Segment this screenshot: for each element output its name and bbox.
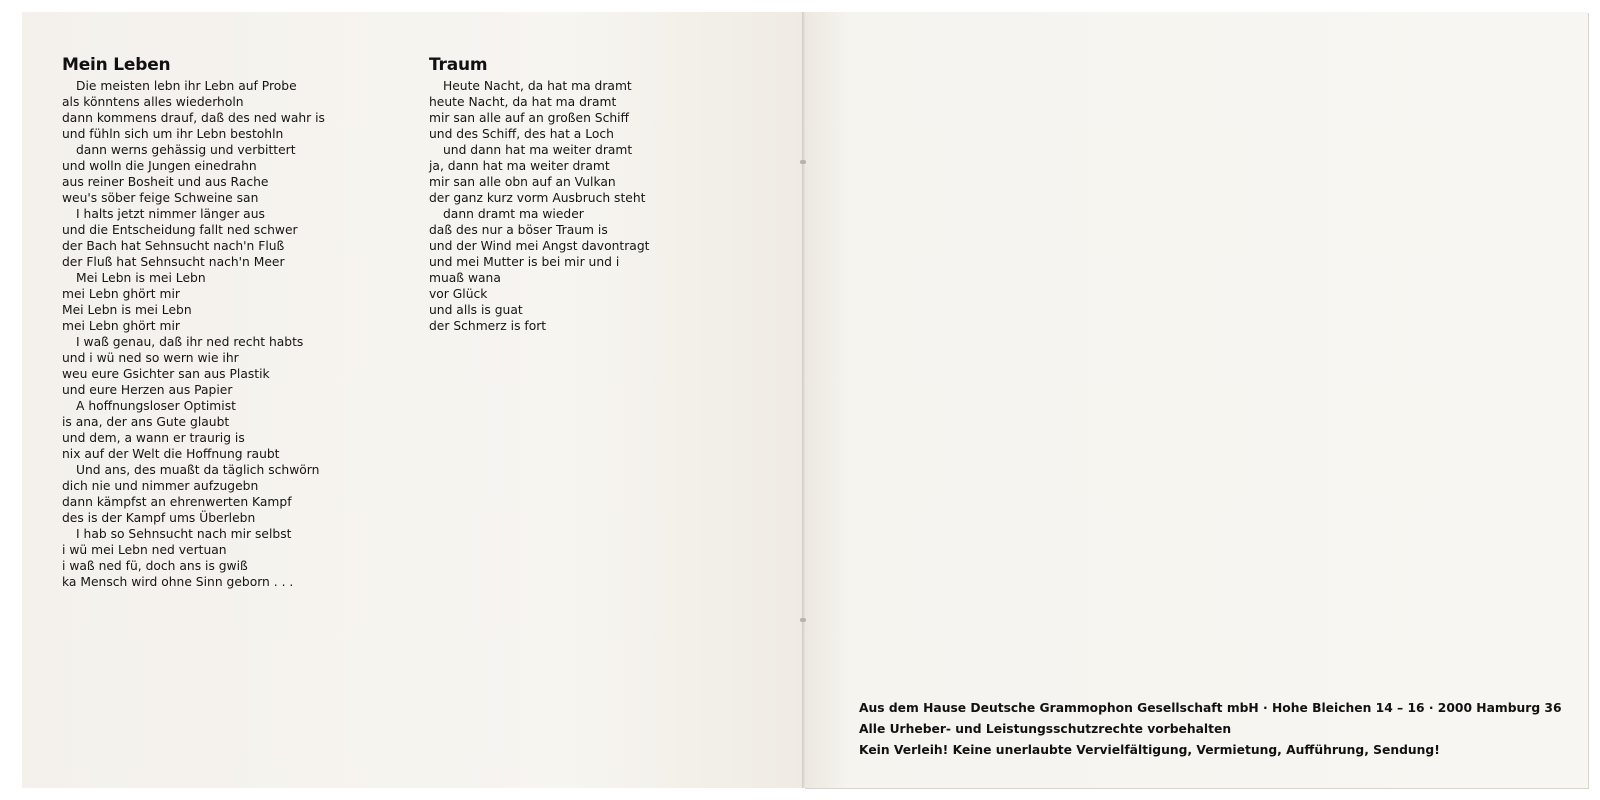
- poem-line: weu's söber feige Schweine san: [62, 191, 259, 205]
- poem-line: mei Lebn ghört mir: [62, 287, 180, 301]
- poem-title: Mein Leben: [62, 55, 171, 75]
- poem-line: i waß ned fü, doch ans is gwiß: [62, 559, 248, 573]
- staple-bottom: [800, 618, 806, 622]
- poem-line: des is der Kampf ums Überlebn: [62, 511, 256, 525]
- poem-line: und i wü ned so wern wie ihr: [62, 351, 239, 365]
- poem-line: Mei Lebn is mei Lebn: [76, 271, 206, 285]
- poem-line: muaß wana: [429, 271, 501, 285]
- imprint-prohibition-line: Kein Verleih! Keine unerlaubte Vervielfältigung, Vermietung, Aufführung, Sendung!: [859, 743, 1440, 757]
- poem-line: Die meisten lebn ihr Lebn auf Probe: [76, 79, 297, 93]
- poem-line: mei Lebn ghört mir: [62, 319, 180, 333]
- imprint-publisher-line: Aus dem Hause Deutsche Grammophon Gesellschaft mbH · Hohe Bleichen 14 – 16 · 2000 Hamburg 36: [859, 701, 1562, 715]
- poem-line: Und ans, des muaßt da täglich schwörn: [76, 463, 320, 477]
- poem-title: Traum: [429, 55, 488, 75]
- booklet-spine: [802, 12, 805, 788]
- poem-line: ka Mensch wird ohne Sinn geborn . . .: [62, 575, 294, 589]
- poem-lines: [62, 78, 402, 590]
- poem-line: ja, dann hat ma weiter dramt: [429, 159, 610, 173]
- imprint-block: [859, 698, 1562, 761]
- poem-line: mir san alle auf an großen Schiff: [429, 111, 630, 125]
- poem-line: der Bach hat Sehnsucht nach'n Fluß: [62, 239, 285, 253]
- poem-line: und der Wind mei Angst davontragt: [429, 239, 650, 253]
- poem-line: Heute Nacht, da hat ma dramt: [443, 79, 632, 93]
- poem-traum: [429, 55, 769, 334]
- poem-line: und des Schiff, des hat a Loch: [429, 127, 614, 141]
- poem-line: und die Entscheidung fallt ned schwer: [62, 223, 298, 237]
- poem-line: A hoffnungsloser Optimist: [76, 399, 236, 413]
- poem-line: heute Nacht, da hat ma dramt: [429, 95, 617, 109]
- staple-top: [800, 160, 806, 164]
- poem-line: der Schmerz is fort: [429, 319, 547, 333]
- poem-line: dann kämpfst an ehrenwerten Kampf: [62, 495, 292, 509]
- poem-line: dann kommens drauf, daß des ned wahr is: [62, 111, 325, 125]
- poem-line: und eure Herzen aus Papier: [62, 383, 233, 397]
- poem-line: mir san alle obn auf an Vulkan: [429, 175, 616, 189]
- poem-line: nix auf der Welt die Hoffnung raubt: [62, 447, 280, 461]
- poem-line: aus reiner Bosheit und aus Rache: [62, 175, 269, 189]
- poem-mein-leben: [62, 55, 402, 590]
- poem-line: und alls is guat: [429, 303, 523, 317]
- poem-line: i wü mei Lebn ned vertuan: [62, 543, 227, 557]
- poem-line: und fühln sich um ihr Lebn bestohln: [62, 127, 284, 141]
- poem-line: daß des nur a böser Traum is: [429, 223, 608, 237]
- poem-line: und wolln die Jungen einedrahn: [62, 159, 257, 173]
- poem-line: der ganz kurz vorm Ausbruch steht: [429, 191, 646, 205]
- poem-lines: [429, 78, 769, 334]
- poem-line: I waß genau, daß ihr ned recht habts: [76, 335, 304, 349]
- poem-line: is ana, der ans Gute glaubt: [62, 415, 230, 429]
- poem-line: Mei Lebn is mei Lebn: [62, 303, 192, 317]
- poem-line: als könntens alles wiederholn: [62, 95, 244, 109]
- poem-line: dann werns gehässig und verbittert: [76, 143, 296, 157]
- poem-line: und dem, a wann er traurig is: [62, 431, 245, 445]
- poem-line: vor Glück: [429, 287, 488, 301]
- poem-line: dann dramt ma wieder: [443, 207, 584, 221]
- imprint-rights-line: Alle Urheber- und Leistungsschutzrechte vorbehalten: [859, 722, 1232, 736]
- poem-line: weu eure Gsichter san aus Plastik: [62, 367, 270, 381]
- poem-line: I halts jetzt nimmer länger aus: [76, 207, 265, 221]
- poem-line: und dann hat ma weiter dramt: [443, 143, 633, 157]
- poem-line: der Fluß hat Sehnsucht nach'n Meer: [62, 255, 285, 269]
- poem-line: I hab so Sehnsucht nach mir selbst: [76, 527, 292, 541]
- right-page: [804, 12, 1588, 788]
- poem-line: dich nie und nimmer aufzugebn: [62, 479, 259, 493]
- poem-line: und mei Mutter is bei mir und i: [429, 255, 620, 269]
